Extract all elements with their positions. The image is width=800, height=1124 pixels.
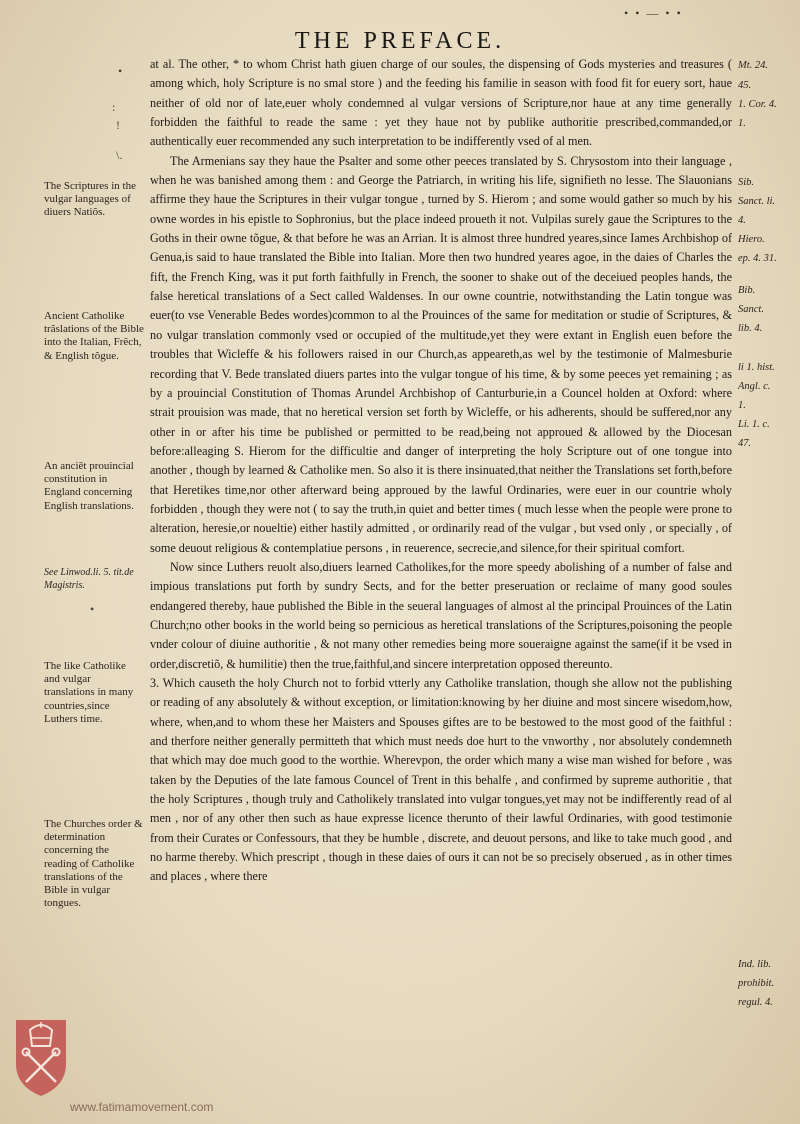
margin-ref: Sib. — [738, 177, 755, 188]
margin-ref: lib. 4. — [738, 323, 763, 334]
margin-ref: ep. 4. 31. — [738, 253, 777, 264]
paragraph-vulgar-languages: The Armenians say they haue the Psalter and some other peeces translated by S. Chrysostom into their language , when he was banished among them : and George the Patriarch, in writing his life, signifieth no lesse. The Slauonians affirme they haue the Scriptures in their vulgar tongue , turned by S. Hierom ; and some would gather so much by his owne wordes in his epistle to Sophronius, but the place indeed proueth it not. Vulpilas surely gaue the Scriptures to the Goths in their owne tõgue, & that before he was an Arrian. It is almost three hundred yeares,since Iames Archbishop of Genua,is said to haue translated the Bible into Italian. More then two hundred yeares agoe, in the daies of Charles the fift, the French King, was it put forth faithfully in French, the sooner to shake out of the deceiued peoples hands, the false heretical translations of a Sect called Waldenses. In our owne countrie, notwithstanding the Latin tongue was euer(to vse Venerable Bedes wordes)common to al the Prouinces of the same for meditation or studie of Scriptures, & no vulgar translation commonly vsed or occupied of the multitude,yet they were extant in English euen before the troubles that Wicleffe & his followers raised in our Church,as appeareth,as wel by the testimonie of Malmesburie recording that V. Bede translated diuers partes into the vulgar tongue of his time, & by some peeces yet remaining ; as by a prouincial Constitution of Thomas Arundel Archbishop of Canturburie,in a Councel holden at Oxford: where strait prouision was made, that no heretical version set forth by Wicleffe, or his adherents, should be suffered,nor any other in or after his time be published or permitted to be read,being not approued & allowed by the Diocesan before:alleaging S. Hierom for the difficultie and danger of interpreting the holy Scripture out of one tongue into another , though by learned & Catholike men. So also it is there insinuated,that neither the Translations set forth,before that Heretikes time,nor other afterward being approued by the lawful Ordinaries, were euer in our countrie wholy forbidden , though they were not ( to say the truth,in quiet and better times ( much lesse when the people were prone to alteration, heresie,or noueltie) either hastily admitted , or ordinarily read of the vulgar , but vsed only , or specially , of some deuout religious & contemplatiue persons , in reuerence, secrecie,and silence,for their spiritual comfort. — [150, 153, 732, 555]
paragraph-since-luther: Now since Luthers reuolt also,diuers learned Catholikes,for the more speedy abolishing of a number of false and impious translations put forth by sundry Sects, and for the better preseruation or reclaime of many good soules endangered thereby, haue published the Bible in the seueral languages of almost al the principal Prouinces of the Latin Church;no other books in the world being so pernicious as heretical translations of the Scriptures,poisoning the people vnder colour of diuine authoritie , & not many other remedies being more soueraigne against the same(if it be vsed in order,discretiõ, & humilitie) then the true,faithful,and sincere interpretation opposed thereunto. — [150, 559, 732, 671]
page-marks: • • — • • — [624, 6, 683, 20]
main-text — [150, 55, 732, 887]
papal-keys-logo-icon — [12, 1016, 70, 1098]
margin-ref: 1. — [738, 118, 746, 129]
margin-ref: li 1. hist. — [738, 362, 775, 373]
margin-bullet: • — [118, 64, 123, 78]
margin-ref: prohibit. — [738, 978, 775, 989]
paragraph-church-order: 3. Which causeth the holy Church not to forbid vtterly any Catholike translation, though she allow not the publishing or reading of any absolutely & without exception, or limitation:knowing by her diuine and most sincere wisedom,how, where, when,and to whom these her Maisters and Spouses giftes are to be bestowed to the most good of the faithful : and therfore neither generally permitteth that which must needs doe hurt to the vnworthy , nor absolutely condemneth that which may doe much good to the worthie. Wherevpon, the order which many a wise man wished for before , was taken by the Deputies of the late famous Councel of Trent in this behalfe , and confirmed by supreme authoritie , that the holy Scriptures , though truly and Catholikely translated into vulgar tongues,yet may not be indifferently read of al men , nor of any other then such as haue expresse licence therunto of their lawful Ordinaries, with good testimonie from their Curates or Confessours, that they be humble , discrete, and deuout persons, and like to take much good , and no harme thereby. Which prescript , though in these daies of ours it can not be so precisely obserued , as in other times and places , where there — [150, 676, 732, 884]
margin-ref: 47. — [738, 438, 752, 449]
margin-ref: Ind. lib. — [738, 959, 771, 970]
margin-ref: Bib. — [738, 285, 756, 296]
margin-ref: 1. Cor. 4. — [738, 99, 777, 110]
margin-note-scriptures-vulgar: The Scriptures in the vulgar languages of diuers Natiõs. — [44, 180, 136, 219]
margin-ref: Mt. 24. — [738, 60, 769, 71]
margin-note-provincial-constitution: An anciēt prouincial constitution in England concerning English translations. — [44, 460, 134, 512]
page-title: THE PREFACE. — [294, 28, 506, 54]
margin-ref: Angl. c. — [738, 381, 771, 392]
margin-ref: regul. 4. — [738, 997, 773, 1008]
margin-ref: 1. — [738, 400, 746, 411]
margin-ref: 45. — [738, 80, 752, 91]
margin-note-like-catholike: The like Catholike and vulgar translations in many countries,since Luthers time. — [44, 660, 134, 725]
margin-note-linwod-text: See Linwod.li. 5. tit.de Magistris. — [44, 567, 134, 592]
margin-ref: Hiero. — [738, 234, 765, 245]
margin-ref: Sanct. — [738, 304, 764, 315]
margin-ref: 4. — [738, 215, 746, 226]
margin-bullet: • — [90, 602, 95, 616]
margin-note-linwod-ref — [44, 566, 144, 592]
paragraph-intro: at al. The other, * to whom Christ hath giuen charge of our soules, the dispensing of Gods mysteries and treasures ( among which, holy Scripture is no smal store ) and the feeding his familie in season with food fit for euery sort, haue neither of old nor of late,euer wholy condemned al vulgar versions of Scripture,nor haue at any time generally forbidden the faithful to reade the same : yet they haue not by publike authoritie prescribed,commanded,or authentically euer recommended any such interpretation to be indifferently vsed of al men. — [150, 57, 732, 149]
margin-bullet: : — [112, 100, 116, 114]
margin-ref: Li. 1. c. — [738, 419, 770, 430]
margin-ref: Sanct. li. — [738, 196, 776, 207]
margin-note-churches-order: The Churches order & determination concerning the reading of Catholike translations of the Bible in vulgar tongues. — [44, 818, 143, 910]
margin-bullet: ! — [116, 118, 120, 132]
margin-bullet: \. — [116, 148, 123, 162]
margin-note-ancient-catholike: Ancient Catholike trãslations of the Bible into the Italian, Frẽch, & English tõgue. — [44, 310, 144, 362]
footer-url[interactable]: www.fatimamovement.com — [70, 1100, 214, 1114]
